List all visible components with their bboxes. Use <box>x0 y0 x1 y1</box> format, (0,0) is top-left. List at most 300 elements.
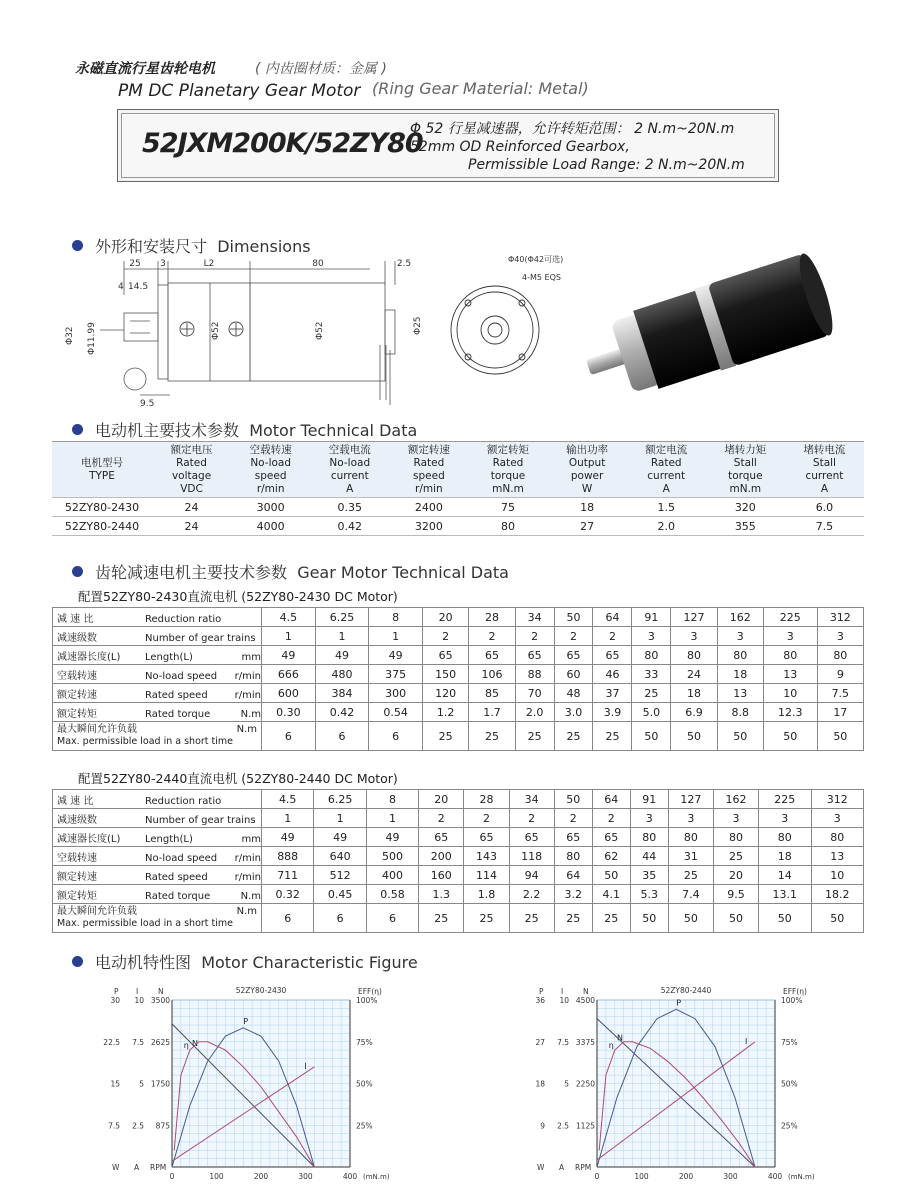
gear-data-cell: 480 <box>315 665 369 684</box>
gear-data-cell: 1.8 <box>464 885 509 904</box>
n-tick: 2625 <box>150 1037 170 1047</box>
gear-data-cell: 50 <box>554 790 592 809</box>
col-type: 电机型号 TYPE <box>52 442 152 498</box>
n-tick: 4500 <box>575 996 595 1005</box>
motor-data-cell: 2400 <box>389 498 468 517</box>
gear-data-cell: 640 <box>314 847 366 866</box>
gear-data-cell: 1.2 <box>423 703 469 722</box>
gear-data-cell: 6.25 <box>314 790 366 809</box>
gear-data-cell: 49 <box>314 828 366 847</box>
model-desc-en2: Permissible Load Range: 2 N.m~20N.m <box>468 157 745 173</box>
gear-data-cell: 666 <box>262 665 316 684</box>
axis-head-i: I <box>561 987 564 996</box>
dim-3: 3 <box>160 259 166 269</box>
series-label: N <box>617 1033 623 1043</box>
gear-data-cell: 62 <box>592 847 630 866</box>
gear-data-cell: 50 <box>554 608 593 627</box>
gear-data-cell: 127 <box>671 608 717 627</box>
gear-data-cell: 2 <box>593 627 632 646</box>
gear-data-cell: 80 <box>632 646 671 665</box>
eff-tick: 25% <box>356 1121 373 1131</box>
model-desc-cn: Φ 52 行星减速器，允许转矩范围： 2 N.m~20N.m <box>410 121 735 137</box>
gear-data-cell: 2 <box>554 627 593 646</box>
gear-data-cell: 65 <box>554 646 593 665</box>
i-tick: 7.5 <box>557 1037 569 1047</box>
title-cn: 永磁直流行星齿轮电机 <box>75 61 215 77</box>
gear-row-label: 减速级数 Number of gear trains <box>53 809 262 828</box>
chart-52zy80-2440 <box>525 982 845 1197</box>
gear-data-cell: 9.5 <box>713 885 758 904</box>
bullet-icon <box>72 240 83 251</box>
motor-data-heading-en: Motor Technical Data <box>249 421 418 440</box>
dim-4: 4 <box>118 282 124 292</box>
characteristic-heading <box>72 950 418 973</box>
gear-data-cell: 1 <box>369 627 423 646</box>
gear-table-2430 <box>52 607 864 751</box>
gear-data-cell: 3 <box>817 627 863 646</box>
gear-data-cell: 8 <box>369 608 423 627</box>
chart-title: 52ZY80-2430 <box>235 986 287 995</box>
gear-data-cell: 3.2 <box>554 885 592 904</box>
gear-data-cell: 25 <box>713 847 758 866</box>
x-tick: 0 <box>169 1172 175 1181</box>
dimensions-heading <box>72 234 311 257</box>
series-label: η <box>608 1041 614 1051</box>
unit-w: W <box>112 1163 120 1172</box>
dim-phi32: Φ32 <box>65 326 75 345</box>
gear-data-cell: 2 <box>464 809 509 828</box>
gear-data-cell: 25 <box>509 904 554 933</box>
dim-phi25: Φ25 <box>413 316 423 335</box>
gear-data-cell: 500 <box>366 847 418 866</box>
gear-data-row <box>53 847 864 866</box>
gear-table-2440 <box>52 789 864 933</box>
gear-data-cell: 80 <box>817 646 863 665</box>
gear-data-row <box>53 646 864 665</box>
series-label: I <box>744 1036 748 1046</box>
axis-head-p: P <box>539 987 544 996</box>
gear-data-cell: 44 <box>630 847 668 866</box>
gear-data-cell: 3 <box>668 809 713 828</box>
gear-data-cell: 2.2 <box>509 885 554 904</box>
gear-data-cell: 143 <box>464 847 509 866</box>
gear-data-cell: 312 <box>811 790 864 809</box>
bullet-icon <box>72 424 83 435</box>
gear-data-cell: 31 <box>668 847 713 866</box>
gear-data-cell: 8.8 <box>717 703 763 722</box>
gear-data-cell: 6.9 <box>671 703 717 722</box>
gear-data-cell: 1.3 <box>419 885 464 904</box>
gear-data-cell: 50 <box>630 904 668 933</box>
gear-data-cell: 25 <box>554 722 593 751</box>
gear-data-cell: 80 <box>630 828 668 847</box>
gear-data-row <box>53 866 864 885</box>
p-tick: 30 <box>110 996 120 1005</box>
axis-head-eff: EFF(η) <box>783 987 807 996</box>
gear-data-cell: 46 <box>593 665 632 684</box>
front-view-drawing <box>440 252 564 392</box>
col-rated-current: 额定电流 Rated current A <box>627 442 706 498</box>
gear-data-cell: 5.0 <box>632 703 671 722</box>
gear-data-cell: 8 <box>366 790 418 809</box>
gear-data-cell: 0.58 <box>366 885 418 904</box>
dim-phi11-99: Φ11.99 <box>87 322 97 355</box>
x-tick: 300 <box>298 1172 313 1181</box>
dimension-drawing <box>60 255 423 415</box>
gear-data-cell: 600 <box>262 684 316 703</box>
gear-data-cell: 80 <box>811 828 864 847</box>
col-rated-speed: 额定转速 Rated speed r/min <box>389 442 468 498</box>
col-stall-current: 堵转电流 Stall current A <box>785 442 864 498</box>
gear-data-cell: 80 <box>671 646 717 665</box>
p-tick: 36 <box>535 996 545 1005</box>
eff-tick: 100% <box>781 996 803 1005</box>
gear-data-cell: 91 <box>630 790 668 809</box>
eff-tick: 25% <box>781 1121 798 1131</box>
gear-data-cell: 65 <box>419 828 464 847</box>
gear-data-cell: 28 <box>464 790 509 809</box>
gear-data-cell: 312 <box>817 608 863 627</box>
motor-data-cell: 4000 <box>231 517 310 536</box>
gear-data-cell: 4.5 <box>262 790 314 809</box>
gear-data-cell: 64 <box>593 608 632 627</box>
gear-data-cell: 3 <box>632 627 671 646</box>
gear-data-cell: 34 <box>515 608 554 627</box>
gear-data-cell: 49 <box>262 828 314 847</box>
eff-tick: 75% <box>356 1037 373 1047</box>
gear-data-cell: 64 <box>592 790 630 809</box>
gear-data-cell: 300 <box>369 684 423 703</box>
x-tick: 100 <box>209 1172 224 1181</box>
gear-data-cell: 80 <box>759 828 811 847</box>
chart-52zy80-2430 <box>100 982 420 1197</box>
gear-data-cell: 2.0 <box>515 703 554 722</box>
x-tick: 100 <box>634 1172 649 1181</box>
gear-data-cell: 4.1 <box>592 885 630 904</box>
n-tick: 2250 <box>575 1079 595 1089</box>
gear-data-cell: 91 <box>632 608 671 627</box>
gear-data-cell: 3.0 <box>554 703 593 722</box>
gear-data-row <box>53 828 864 847</box>
gear-data-cell: 162 <box>717 608 763 627</box>
dim-phi52-gear: Φ52 <box>211 321 221 340</box>
gear-data-cell: 35 <box>630 866 668 885</box>
gear-row-label: 减速器长度(L) Length(L) mm <box>53 828 262 847</box>
i-tick: 10 <box>134 996 144 1005</box>
gear-data-cell: 1 <box>315 627 369 646</box>
gear-data-row <box>53 885 864 904</box>
i-tick: 2.5 <box>132 1121 144 1131</box>
motor-photo <box>575 250 855 390</box>
gear-data-cell: 7.5 <box>817 684 863 703</box>
gear-data-cell: 6 <box>262 722 316 751</box>
gear-row-label: 额定转速 Rated speed r/min <box>53 866 262 885</box>
gear-data-row <box>53 809 864 828</box>
gear-data-cell: 2 <box>509 809 554 828</box>
gear-data-cell: 711 <box>262 866 314 885</box>
dim-2-5: 2.5 <box>396 259 412 269</box>
bullet-icon <box>72 566 83 577</box>
col-stall-torque: 堵转力矩 Stall torque mN.m <box>706 442 785 498</box>
i-tick: 2.5 <box>557 1121 569 1131</box>
motor-data-cell: 6.0 <box>785 498 864 517</box>
col-output-power: 输出功率 Output power W <box>548 442 627 498</box>
eff-tick: 100% <box>356 996 378 1005</box>
gear-row-label: 减速级数 Number of gear trains <box>53 627 262 646</box>
gear-data-cell: 3 <box>713 809 758 828</box>
gear-data-cell: 65 <box>593 646 632 665</box>
n-tick: 875 <box>155 1121 170 1131</box>
gear-data-cell: 2 <box>592 809 630 828</box>
gear-data-row <box>53 608 864 627</box>
motor-data-cell: 24 <box>152 498 231 517</box>
gear-data-cell: 3 <box>811 809 864 828</box>
gear-data-cell: 1 <box>262 809 314 828</box>
gear-data-cell: 80 <box>668 828 713 847</box>
eff-tick: 50% <box>781 1079 798 1089</box>
gear-data-cell: 3.9 <box>593 703 632 722</box>
gear-data-cell: 65 <box>464 828 509 847</box>
motor-data-header-row <box>52 442 864 498</box>
n-tick: 3500 <box>150 996 170 1005</box>
gear-data-cell: 2 <box>554 809 592 828</box>
gear-data-cell: 20 <box>419 790 464 809</box>
gear-row-label: 额定转矩 Rated torque N.m <box>53 885 262 904</box>
gear-data-cell: 65 <box>469 646 515 665</box>
gear-data-cell: 6 <box>369 722 423 751</box>
dim-9-5: 9.5 <box>140 399 155 409</box>
unit-w: W <box>537 1163 545 1172</box>
eff-tick: 50% <box>356 1079 373 1089</box>
gear-data-cell: 225 <box>759 790 811 809</box>
motor-data-cell: 3200 <box>389 517 468 536</box>
gear-data-cell: 50 <box>759 904 811 933</box>
col-voltage: 额定电压 Rated voltage VDC <box>152 442 231 498</box>
motor-data-cell: 1.5 <box>627 498 706 517</box>
gear-data-cell: 25 <box>593 722 632 751</box>
gear-table-2-title: 配置52ZY80-2440直流电机 (52ZY80-2440 DC Motor) <box>78 771 398 786</box>
gear-data-cell: 50 <box>592 866 630 885</box>
gear-data-cell: 12.3 <box>763 703 817 722</box>
gear-data-cell: 85 <box>469 684 515 703</box>
dimensions-heading-en: Dimensions <box>217 237 311 256</box>
characteristic-heading-cn: 电动机特性图 <box>95 953 192 972</box>
gear-data-cell: 65 <box>509 828 554 847</box>
gear-data-heading-cn: 齿轮减速电机主要技术参数 <box>95 563 288 582</box>
gear-data-cell: 3 <box>671 627 717 646</box>
x-tick: 300 <box>723 1172 738 1181</box>
motor-data-cell: 24 <box>152 517 231 536</box>
gear-data-cell: 65 <box>554 828 592 847</box>
gear-data-cell: 20 <box>423 608 469 627</box>
gear-data-cell: 0.30 <box>262 703 316 722</box>
gear-data-cell: 94 <box>509 866 554 885</box>
unit-a: A <box>134 1163 140 1172</box>
x-tick: 0 <box>594 1172 600 1181</box>
gear-data-cell: 80 <box>717 646 763 665</box>
gear-data-cell: 25 <box>469 722 515 751</box>
gear-data-cell: 50 <box>668 904 713 933</box>
p-tick: 7.5 <box>108 1121 120 1131</box>
axis-head-eff: EFF(η) <box>358 987 382 996</box>
gear-data-cell: 127 <box>668 790 713 809</box>
gear-row-label: 减 速 比 Reduction ratio <box>53 608 262 627</box>
gear-data-cell: 7.4 <box>668 885 713 904</box>
n-tick: 1125 <box>575 1121 595 1131</box>
gear-row-label: 空载转速 No-load speed r/min <box>53 665 262 684</box>
gear-data-cell: 888 <box>262 847 314 866</box>
gear-data-cell: 64 <box>554 866 592 885</box>
gear-data-cell: 3 <box>717 627 763 646</box>
gear-data-cell: 106 <box>469 665 515 684</box>
gear-row-label: 最大瞬间允许负载 N.m Max. permissible load in a short time <box>53 904 262 933</box>
eff-tick: 75% <box>781 1037 798 1047</box>
gear-data-cell: 6.25 <box>315 608 369 627</box>
gear-data-cell: 88 <box>515 665 554 684</box>
gear-data-cell: 118 <box>509 847 554 866</box>
gear-table-1-title: 配置52ZY80-2430直流电机 (52ZY80-2430 DC Motor) <box>78 589 398 604</box>
gear-data-cell: 0.42 <box>315 703 369 722</box>
gear-data-row <box>53 703 864 722</box>
x-label: (mN.m) <box>363 1173 390 1181</box>
gear-data-row <box>53 904 864 933</box>
gear-data-cell: 2 <box>515 627 554 646</box>
i-tick: 7.5 <box>132 1037 144 1047</box>
gear-data-cell: 0.32 <box>262 885 314 904</box>
gear-data-cell: 384 <box>315 684 369 703</box>
axis-head-p: P <box>114 987 119 996</box>
dimensions-heading-cn: 外形和安装尺寸 <box>95 237 208 256</box>
gear-data-cell: 25 <box>668 866 713 885</box>
gear-data-cell: 25 <box>515 722 554 751</box>
motor-data-row <box>52 517 864 536</box>
motor-data-cell: 75 <box>468 498 547 517</box>
series-label: N <box>192 1038 198 1048</box>
dim-l2: L2 <box>203 259 215 269</box>
gear-row-label: 最大瞬间允许负载 N.m Max. permissible load in a short time <box>53 722 262 751</box>
gear-data-cell: 65 <box>423 646 469 665</box>
gear-data-cell: 13 <box>717 684 763 703</box>
x-label: (mN.m) <box>788 1173 815 1181</box>
title-cn-note: ( 内齿圈材质：金属 ) <box>255 61 387 77</box>
col-noload-current: 空载电流 No-load current A <box>310 442 389 498</box>
gear-data-cell: 200 <box>419 847 464 866</box>
gear-data-cell: 0.45 <box>314 885 366 904</box>
gear-data-cell: 114 <box>464 866 509 885</box>
gear-row-label: 额定转矩 Rated torque N.m <box>53 703 262 722</box>
motor-data-table <box>52 441 864 536</box>
motor-data-cell: 0.35 <box>310 498 389 517</box>
gear-data-cell: 375 <box>369 665 423 684</box>
motor-data-cell: 18 <box>548 498 627 517</box>
gear-data-cell: 512 <box>314 866 366 885</box>
bullet-icon <box>72 956 83 967</box>
motor-data-heading-cn: 电动机主要技术参数 <box>95 421 240 440</box>
gear-data-cell: 120 <box>423 684 469 703</box>
series-label: I <box>304 1061 307 1071</box>
dim-25: 25 <box>129 259 141 269</box>
x-tick: 400 <box>342 1172 358 1181</box>
p-tick: 22.5 <box>103 1037 120 1047</box>
gear-data-cell: 1 <box>366 809 418 828</box>
p-tick: 18 <box>535 1079 545 1089</box>
gear-data-cell: 6 <box>315 722 369 751</box>
gear-data-cell: 65 <box>592 828 630 847</box>
dim-phi52-motor: Φ52 <box>315 321 325 340</box>
gear-data-row <box>53 684 864 703</box>
gear-data-cell: 28 <box>469 608 515 627</box>
gear-data-cell: 162 <box>713 790 758 809</box>
gear-data-cell: 37 <box>593 684 632 703</box>
gear-data-cell: 9 <box>817 665 863 684</box>
n-tick: 3375 <box>575 1037 595 1047</box>
unit-rpm: RPM <box>575 1163 592 1172</box>
gear-data-cell: 50 <box>763 722 817 751</box>
gear-data-cell: 25 <box>423 722 469 751</box>
model-name: 52JXM200K/52ZY80 <box>142 128 423 159</box>
gear-data-cell: 17 <box>817 703 863 722</box>
motor-data-cell: 52ZY80-2430 <box>52 498 152 517</box>
gear-data-cell: 33 <box>632 665 671 684</box>
axis-head-n: N <box>158 987 164 996</box>
gear-row-label: 减 速 比 Reduction ratio <box>53 790 262 809</box>
gear-data-cell: 49 <box>315 646 369 665</box>
gear-data-cell: 18.2 <box>811 885 864 904</box>
i-tick: 5 <box>564 1079 569 1089</box>
motor-data-row <box>52 498 864 517</box>
unit-a: A <box>559 1163 565 1172</box>
gear-data-cell: 50 <box>713 904 758 933</box>
gear-data-cell: 1 <box>262 627 316 646</box>
gear-data-cell: 80 <box>763 646 817 665</box>
axis-head-i: I <box>136 987 139 996</box>
gear-data-cell: 6 <box>366 904 418 933</box>
gear-data-cell: 0.54 <box>369 703 423 722</box>
gear-data-cell: 65 <box>515 646 554 665</box>
gear-data-cell: 5.3 <box>630 885 668 904</box>
gear-data-cell: 60 <box>554 665 593 684</box>
i-tick: 10 <box>559 996 569 1005</box>
n-tick: 1750 <box>150 1079 170 1089</box>
motor-data-cell: 355 <box>706 517 785 536</box>
gear-data-row <box>53 665 864 684</box>
gear-data-cell: 49 <box>262 646 316 665</box>
motor-data-cell: 2.0 <box>627 517 706 536</box>
col-noload-speed: 空载转速 No-load speed r/min <box>231 442 310 498</box>
dim-14-5: 14.5 <box>128 282 149 292</box>
chart-title: 52ZY80-2440 <box>660 986 712 995</box>
dim-m5: 4-M5 EQS <box>522 273 561 282</box>
title-en: PM DC Planetary Gear Motor <box>118 81 361 101</box>
gear-row-label: 额定转速 Rated speed r/min <box>53 684 262 703</box>
p-tick: 15 <box>110 1079 120 1089</box>
gear-data-cell: 18 <box>671 684 717 703</box>
gear-data-cell: 49 <box>369 646 423 665</box>
gear-data-cell: 25 <box>419 904 464 933</box>
gear-data-cell: 34 <box>509 790 554 809</box>
series-label: P <box>243 1016 249 1026</box>
gear-data-cell: 25 <box>592 904 630 933</box>
gear-data-cell: 2 <box>419 809 464 828</box>
motor-data-cell: 80 <box>468 517 547 536</box>
motor-data-cell: 0.42 <box>310 517 389 536</box>
axis-head-n: N <box>583 987 589 996</box>
series-label: η <box>183 1041 189 1051</box>
gear-data-cell: 13 <box>763 665 817 684</box>
gear-data-cell: 50 <box>632 722 671 751</box>
motor-data-cell: 52ZY80-2440 <box>52 517 152 536</box>
gear-data-cell: 13.1 <box>759 885 811 904</box>
